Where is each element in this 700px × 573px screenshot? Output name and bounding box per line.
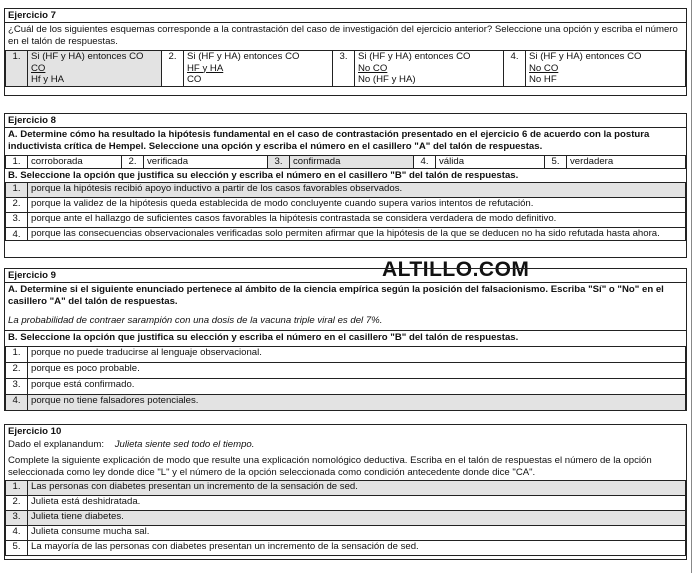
option-b-4[interactable]: porque no tiene falsadores potenciales.: [28, 395, 686, 411]
exercise-8-part-a: A. Determine cómo ha resultado la hipótesis fundamental en el caso de contrastación presentado en el ejercicio 6 de acuerdo con la postura inductivista crítica de Hempel. Seleccione una opción y escriba el número en el casillero "A" del talón de respuestas.: [8, 129, 650, 152]
option-number: 4.: [6, 526, 28, 541]
option-schema-2[interactable]: [184, 51, 333, 87]
schema-premise: Si (HF y HA) entonces CO: [529, 51, 642, 62]
exercise-9: [4, 268, 687, 411]
exercise-8: [4, 113, 687, 258]
exercise-9-title: Ejercicio 9: [5, 269, 686, 283]
option-3[interactable]: Julieta tiene diabetes.: [28, 511, 686, 526]
explanandum-label: Dado el explanandum:: [8, 439, 105, 450]
exercise-9-statement: La probabilidad de contraer sarampión con una dosis de la vacuna triple viral es del 7%.: [8, 315, 383, 326]
watermark-logo: ALTILLO.COM: [382, 258, 530, 281]
option-schema-3[interactable]: [355, 51, 504, 87]
option-b-3[interactable]: porque está confirmado.: [28, 379, 686, 395]
exercise-7-options: [5, 50, 686, 87]
option-b-2[interactable]: porque la validez de la hipótesis queda establecida de modo concluyente cuando supera varios intentos de refutación.: [28, 198, 686, 213]
schema-premise: Si (HF y HA) entonces CO: [358, 51, 471, 62]
option-number: 3.: [6, 511, 28, 526]
option-5[interactable]: La mayoría de las personas con diabetes presentan un incremento de la sensación de sed.: [28, 541, 686, 556]
option-a-3[interactable]: confirmada: [290, 156, 414, 169]
option-number: 4.: [504, 51, 526, 87]
option-number: 2.: [6, 198, 28, 213]
option-number: 4.: [6, 395, 28, 411]
schema-premise: Si (HF y HA) entonces CO: [31, 51, 144, 62]
exercise-9-options-b: [5, 346, 686, 411]
exercise-9-part-b: B. Seleccione la opción que justifica su elección y escriba el número en el casillero "B" del talón de respuestas.: [5, 330, 686, 346]
option-b-1[interactable]: porque la hipótesis recibió apoyo inductivo a partir de los casos favorables observados.: [28, 183, 686, 198]
exercise-8-part-b: B. Seleccione la opción que justifica su elección y escriba el número en el casillero "B" del talón de respuestas.: [8, 170, 519, 181]
exercise-10: [4, 424, 687, 560]
exercise-10-title: Ejercicio 10: [8, 426, 62, 437]
exercise-10-instructions: Complete la siguiente explicación de modo que resulte una explicación nomológico deductiva. Escriba en el talón de respuestas el número de la opción seleccionada como ley donde dice "L" y el número de la opción seleccionada como condición antecedente donde dice "CA".: [8, 455, 652, 478]
option-4[interactable]: Julieta consume mucha sal.: [28, 526, 686, 541]
option-a-4[interactable]: válida: [436, 156, 545, 169]
option-number: 4.: [414, 156, 436, 169]
option-number: 1.: [6, 347, 28, 363]
option-number: 1.: [6, 156, 28, 169]
option-number: 3.: [333, 51, 355, 87]
schema-premise: HF y HA: [187, 62, 224, 74]
schema-conclusion: No (HF y HA): [358, 74, 416, 85]
schema-premise: CO: [31, 62, 46, 74]
option-b-4[interactable]: porque las consecuencias observacionales verificadas solo permiten afirmar que la hipótesis de la que se deducen no ha sido refutada hasta ahora.: [28, 228, 686, 241]
option-number: 2.: [6, 496, 28, 511]
schema-premise: No CO: [529, 62, 559, 74]
exercise-8-options-b: [5, 182, 686, 241]
option-number: 2.: [162, 51, 184, 87]
option-number: 3.: [6, 379, 28, 395]
option-number: 1.: [6, 481, 28, 496]
option-b-1[interactable]: porque no puede traducirse al lenguaje observacional.: [28, 347, 686, 363]
option-number: 3.: [6, 213, 28, 228]
schema-premise: No CO: [358, 62, 388, 74]
schema-conclusion: Hf y HA: [31, 74, 65, 85]
option-a-1[interactable]: corroborada: [28, 156, 122, 169]
page-edge-line: [691, 0, 692, 573]
exercise-8-title: Ejercicio 8: [5, 114, 686, 128]
option-a-5[interactable]: verdadera: [567, 156, 686, 169]
schema-conclusion: No HF: [529, 74, 557, 85]
option-number: 4.: [6, 228, 28, 241]
option-schema-4[interactable]: [526, 51, 686, 87]
exercise-10-explanandum-row: [5, 438, 686, 454]
exercise-8-options-a: [5, 155, 686, 169]
option-a-2[interactable]: verificada: [144, 156, 268, 169]
option-b-2[interactable]: porque es poco probable.: [28, 363, 686, 379]
option-number: 5.: [6, 541, 28, 556]
exercise-7-question: ¿Cuál de los siguientes esquemas corresponde a la contrastación del caso de investigación del ejercicio anterior? Seleccione una opción y escriba el número en el talón de respuestas.: [8, 24, 678, 47]
exercise-7-title: Ejercicio 7: [5, 9, 686, 23]
option-schema-1[interactable]: [28, 51, 162, 87]
option-number: 2.: [6, 363, 28, 379]
option-1[interactable]: Las personas con diabetes presentan un incremento de la sensación de sed.: [28, 481, 686, 496]
option-number: 2.: [122, 156, 144, 169]
option-2[interactable]: Julieta está deshidratada.: [28, 496, 686, 511]
option-number: 5.: [545, 156, 567, 169]
option-number: 1.: [6, 51, 28, 87]
explanandum-text: Julieta siente sed todo el tiempo.: [114, 439, 255, 450]
exercise-9-part-a: A. Determine si el siguiente enunciado pertenece al ámbito de la ciencia empírica según la posición del falsacionismo. Escriba "Sí" o "No" en el casillero "A" del talón de respuestas.: [8, 284, 664, 307]
exercise-10-options: [5, 480, 686, 556]
option-b-3[interactable]: porque ante el hallazgo de suficientes casos favorables la hipótesis contrastada se considera verdadera de modo definitivo.: [28, 213, 686, 228]
exercise-7: [4, 8, 687, 96]
schema-premise: Si (HF y HA) entonces CO: [187, 51, 300, 62]
option-number: 1.: [6, 183, 28, 198]
schema-conclusion: CO: [187, 74, 202, 85]
option-number: 3.: [268, 156, 290, 169]
